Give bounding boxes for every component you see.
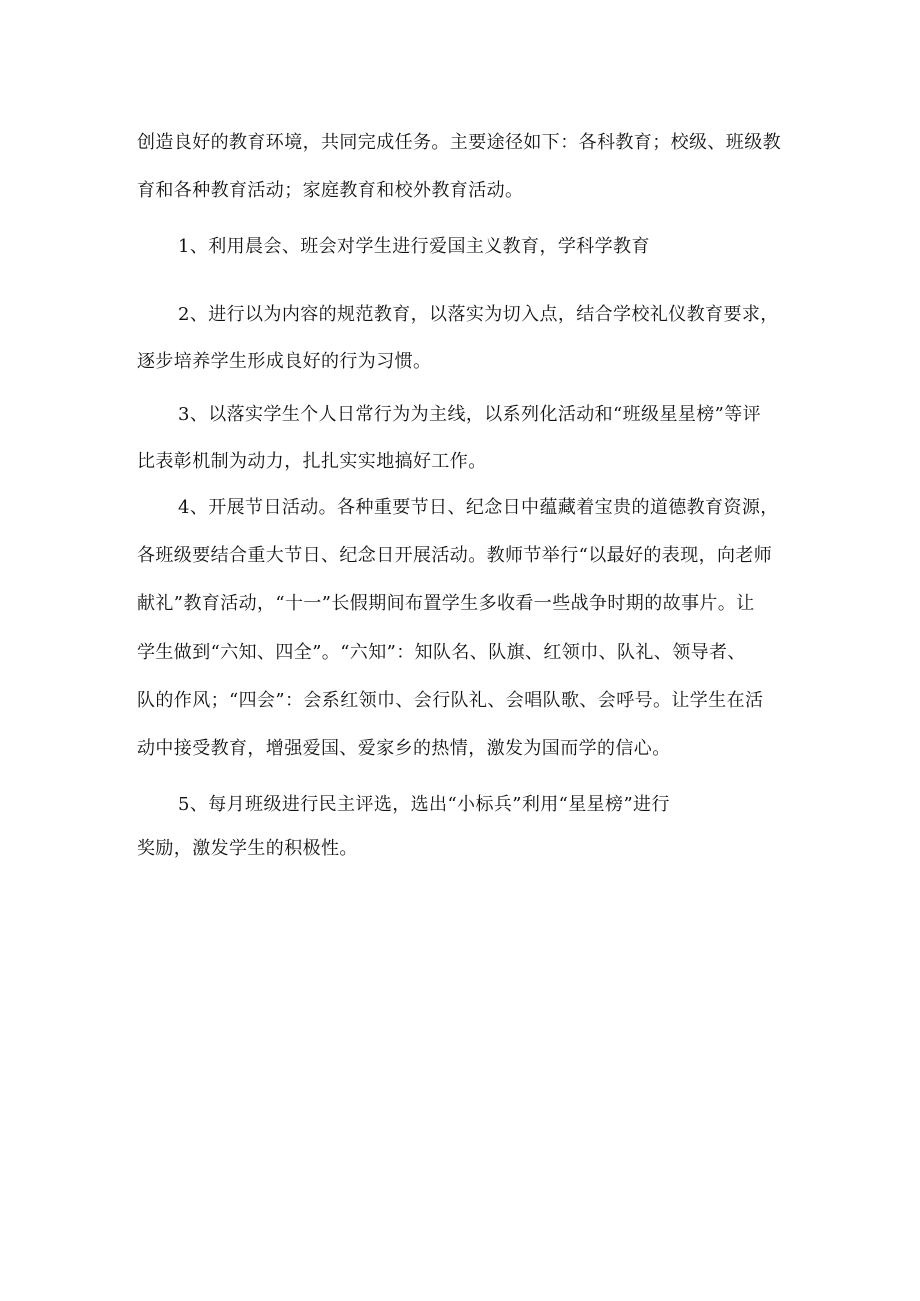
paragraph-5-line-5: 队的作风；“四会”：会系红领巾、会行队礼、会唱队歌、会呼号。让学生在活 xyxy=(137,690,764,711)
paragraph-2-line-1: 1、利用晨会、班会对学生进行爱国主义教育，学科学教育 xyxy=(178,236,650,257)
paragraph-4-line-1: 3、以落实学生个人日常行为为主线，以系列化活动和“班级星星榜”等评 xyxy=(178,404,762,425)
paragraph-4-line-2: 比表彰机制为动力，扎扎实实地搞好工作。 xyxy=(137,451,487,472)
paragraph-5-line-1: 4、开展节日活动。各种重要节日、纪念日中蕴藏着宝贵的道德教育资源， xyxy=(178,497,779,518)
paragraph-6-line-1: 5、每月班级进行民主评选，选出“小标兵”利用“星星榜”进行 xyxy=(178,794,670,815)
paragraph-3-line-1: 2、进行以为内容的规范教育，以落实为切入点，结合学校礼仪教育要求， xyxy=(178,304,779,325)
paragraph-3-line-2: 逐步培养学生形成良好的行为习惯。 xyxy=(137,351,432,372)
paragraph-1-line-1: 创造良好的教育环境，共同完成任务。主要途径如下：各科教育；校级、班级教 xyxy=(137,132,781,153)
paragraph-5-line-6: 动中接受教育，增强爱国、爱家乡的热情，激发为国而学的信心。 xyxy=(137,738,671,759)
paragraph-1-line-2: 育和各种教育活动；家庭教育和校外教育活动。 xyxy=(137,180,524,201)
paragraph-5-line-2: 各班级要结合重大节日、纪念日开展活动。教师节举行“以最好的表现，向老师 xyxy=(137,545,773,566)
paragraph-5-line-3: 献礼”教育活动，“十一”长假期间布置学生多收看一些战争时期的故事片。让 xyxy=(137,593,755,614)
paragraph-6-line-2: 奖励，激发学生的积极性。 xyxy=(137,838,358,859)
paragraph-5-line-4: 学生做到“六知、四全”。“六知”：知队名、队旗、红领巾、队礼、领导者、 xyxy=(137,642,746,663)
